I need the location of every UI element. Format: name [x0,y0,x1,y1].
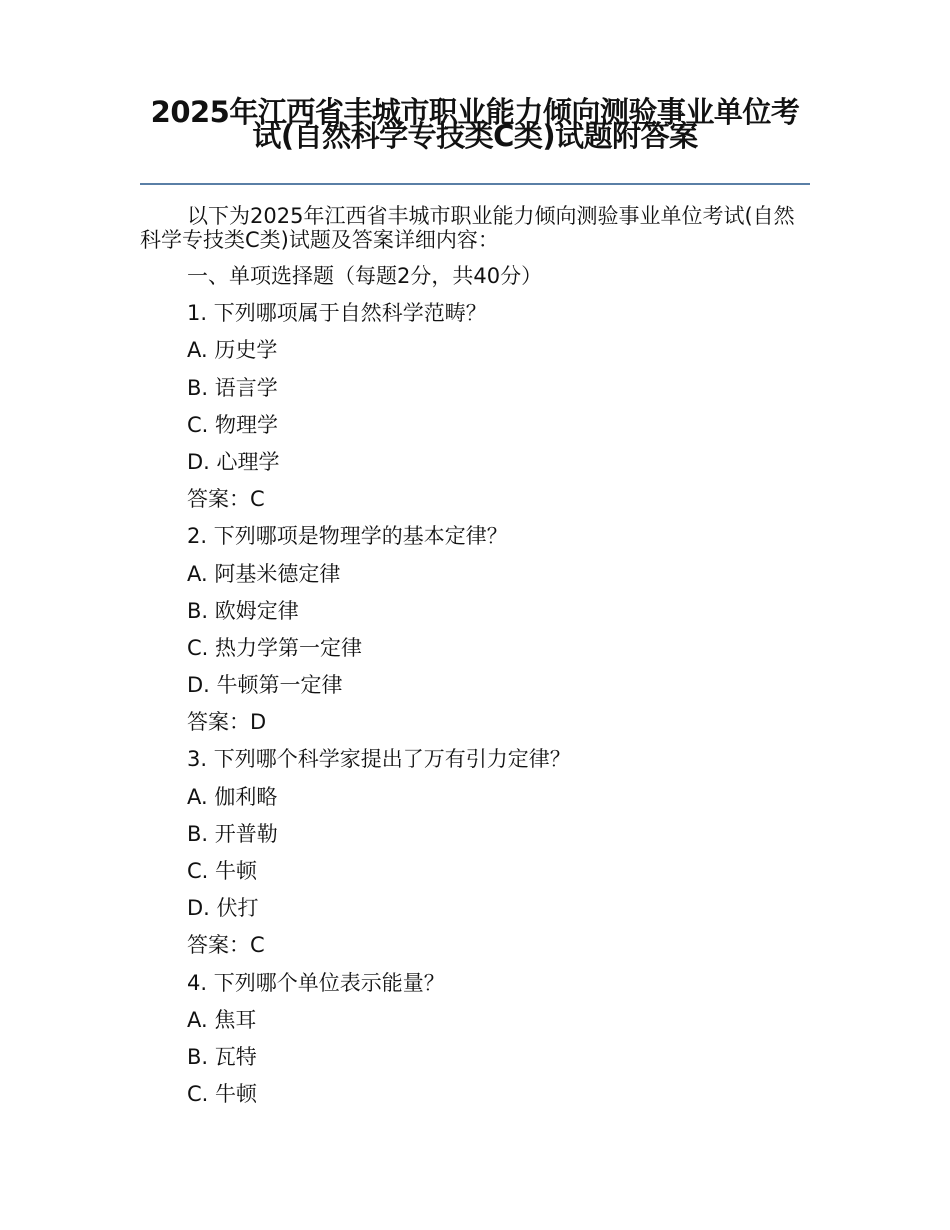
q3-answer: 答案：C [187,933,265,958]
q1-option-b: B. 语言学 [187,375,278,400]
q4-option-a: A. 焦耳 [187,1007,257,1032]
q3-option-c: C. 牛顿 [187,859,258,883]
q2-option-d: D. 牛顿第一定律 [187,673,343,698]
section-heading: 一、单项选择题（每题2分，共40分） [187,264,543,288]
q3-option-a: A. 伽利略 [187,784,278,809]
q4-option-b: B. 瓦特 [187,1044,257,1069]
q1-option-a: A. 历史学 [187,338,278,363]
q1-option-d: D. 心理学 [187,449,280,474]
q2-option-c: C. 热力学第一定律 [187,635,363,660]
intro-paragraph: 以下为2025年江西省丰城市职业能力倾向测验事业单位考试(自然科学专技类C类)试题及答案详细内容： [140,204,795,252]
q4-option-c: C. 牛顿 [187,1082,258,1107]
question-2: 2. 下列哪项是物理学的基本定律？ [187,524,508,549]
q1-answer: 答案：C [187,487,265,512]
q2-option-a: A. 阿基米德定律 [187,561,341,586]
q3-option-b: B. 开普勒 [187,821,278,846]
question-3: 3. 下列哪个科学家提出了万有引力定律？ [187,747,571,772]
question-1: 1. 下列哪项属于自然科学范畴？ [187,301,487,326]
question-4: 4. 下列哪个单位表示能量？ [187,970,445,995]
q3-option-d: D. 伏打 [187,896,259,921]
question-list [187,258,571,1113]
q2-option-b: B. 欧姆定律 [187,598,299,623]
title-divider [140,183,810,185]
q2-answer: 答案：D [187,710,267,735]
document-title: 2025年江西省丰城市职业能力倾向测验事业单位考试(自然科学专技类C类)试题附答案 [150,95,800,153]
q1-option-c: C. 物理学 [187,412,279,437]
